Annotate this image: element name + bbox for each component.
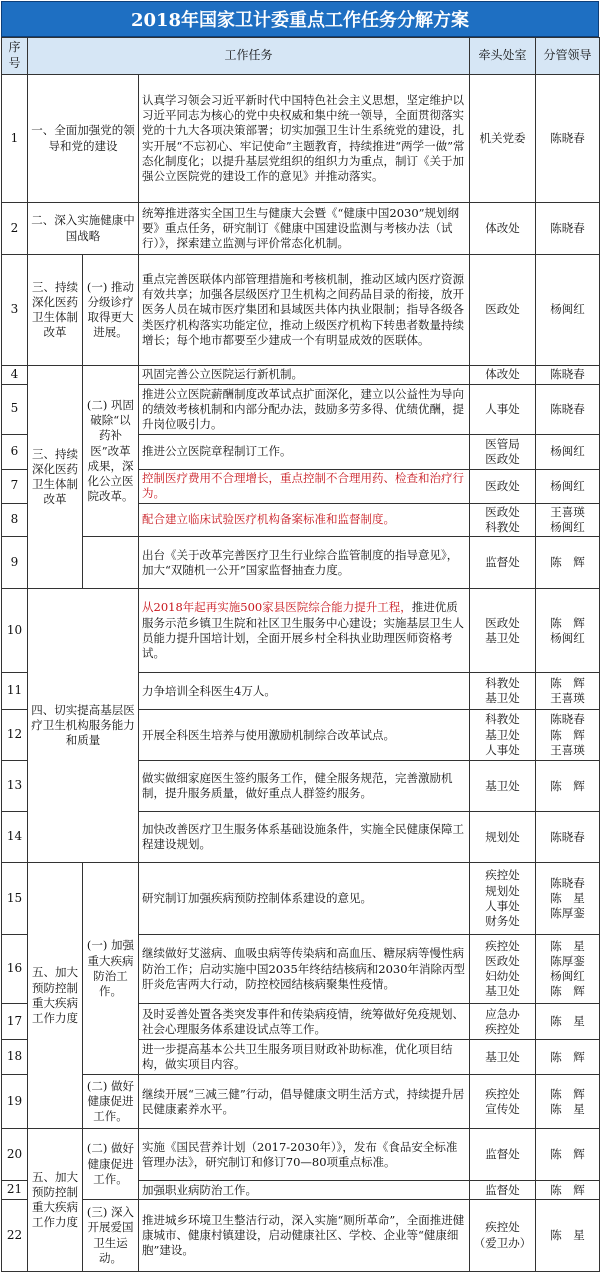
lead-cell: 陈晓春 <box>536 812 600 863</box>
lead-cell: 杨闽红 <box>536 434 600 469</box>
task-cell-highlighted: 配合建立临床试验医疗机构备案标准和监督制度。 <box>139 503 470 536</box>
row-num: 3 <box>2 255 28 366</box>
task-cell: 认真学习领会习近平新时代中国特色社会主义思想，坚定维护以习近平同志为核心的党中央权威和集中统一领导，全面贯彻落实党的十九大各项决策部署；切实加强卫生计生系统党的建设，扎实开展“不忘初心、牢记使命”主题教育，持续推进“两学一做”常态化制度化；以提升基层党组织的组织力为重点，制订《关于加强公立医院党的建设工作的意见》并推动落实。 <box>139 75 470 203</box>
dept-cell: 机关党委 <box>470 75 536 203</box>
dept-cell: 医政处 基卫处 <box>470 589 536 673</box>
row-num: 2 <box>2 203 28 255</box>
dept-cell: 科教处 基卫处 <box>470 673 536 710</box>
dept-cell: 体改处 <box>470 366 536 385</box>
task-cell-highlighted: 控制医疗费用不合理增长，重点控制不合理用药、检查和治疗行为。 <box>139 469 470 503</box>
header-task: 工作任务 <box>28 38 470 75</box>
lead-cell: 陈 辉 杨闽红 <box>536 589 600 673</box>
task-cell: 继续开展“三减三健”行动，倡导健康文明生活方式，持续提升居民健康素养水平。 <box>139 1075 470 1129</box>
lead-cell: 陈晓春 陈 辉 王喜瑛 <box>536 710 600 761</box>
row-num: 9 <box>2 537 28 589</box>
row-num: 13 <box>2 761 28 812</box>
task-cell: 巩固完善公立医院运行新机制。 <box>139 366 470 385</box>
table-row <box>2 203 600 255</box>
table-row <box>2 366 600 385</box>
dept-cell: 疾控处 规划处 人事处 财务处 <box>470 863 536 935</box>
lead-cell: 王喜瑛 杨闽红 <box>536 503 600 536</box>
table-row <box>2 537 600 589</box>
row-num: 8 <box>2 503 28 536</box>
lead-cell: 陈晓春 <box>536 366 600 385</box>
row-num: 6 <box>2 434 28 469</box>
dept-cell: 科教处 基卫处 人事处 <box>470 710 536 761</box>
dept-cell: 医政处 科教处 <box>470 503 536 536</box>
document-title: 2018年国家卫计委重点工作任务分解方案 <box>1 1 599 37</box>
lead-cell: 杨闽红 <box>536 469 600 503</box>
row-num: 1 <box>2 75 28 203</box>
dept-cell: 监督处 <box>470 1129 536 1181</box>
dept-cell: 基卫处 <box>470 1040 536 1075</box>
row-num: 7 <box>2 469 28 503</box>
subcategory-cell: (三) 深入开展爱国卫生运动。 <box>83 1200 139 1272</box>
dept-cell: 基卫处 <box>470 761 536 812</box>
row-num: 12 <box>2 710 28 761</box>
task-cell: 实施《国民营养计划（2017-2030年）》，发布《食品安全标准管理办法》，研究制订和修订70—80项重点标准。 <box>139 1129 470 1181</box>
lead-cell: 陈 辉 <box>536 761 600 812</box>
dept-cell: 应急办 疾控处 <box>470 1004 536 1040</box>
lead-cell: 陈 辉 王喜瑛 <box>536 673 600 710</box>
dept-cell: 体改处 <box>470 203 536 255</box>
dept-cell: 医政处 <box>470 469 536 503</box>
dept-cell: 疾控处 医政处 妇幼处 基卫处 <box>470 935 536 1004</box>
dept-cell: 医政处 <box>470 255 536 366</box>
row-num: 18 <box>2 1040 28 1075</box>
lead-cell: 陈 辉 <box>536 1181 600 1200</box>
table-row <box>2 75 600 203</box>
header-dept: 牵头处室 <box>470 38 536 75</box>
table-row <box>2 1200 600 1272</box>
subcategory-cell: (一) 推动分级诊疗取得更大进展。 <box>83 255 139 366</box>
table-row <box>2 255 600 366</box>
lead-cell: 陈 星 <box>536 1004 600 1040</box>
task-table <box>1 37 600 1272</box>
task-cell: 力争培训全科医生4万人。 <box>139 673 470 710</box>
subcategory-cell: (二) 做好健康促进工作。 <box>83 1075 139 1129</box>
task-cell: 推进城乡环境卫生整洁行动，深入实施“厕所革命”，全面推进健康城市、健康村镇建设，启动健康社区、学校、企业等“健康细胞”建设。 <box>139 1200 470 1272</box>
row-num: 14 <box>2 812 28 863</box>
task-cell: 加强职业病防治工作。 <box>139 1181 470 1200</box>
row-num: 10 <box>2 589 28 673</box>
row-num: 4 <box>2 366 28 385</box>
dept-cell: 监督处 <box>470 1181 536 1200</box>
task-cell <box>139 589 470 673</box>
task-cell: 加快改善医疗卫生服务体系基础设施条件，实施全民健康保障工程建设规划。 <box>139 812 470 863</box>
category-cell: 一、全面加强党的领导和党的建设 <box>28 75 139 203</box>
task-cell: 推进公立医院章程制订工作。 <box>139 434 470 469</box>
row-num: 21 <box>2 1181 28 1200</box>
lead-cell: 陈 星 陈厚銮 杨闽红 陈 辉 <box>536 935 600 1004</box>
dept-cell: 疾控处 （爱卫办） <box>470 1200 536 1272</box>
header-lead: 分管领导 <box>536 38 600 75</box>
lead-cell: 陈 辉 <box>536 1129 600 1181</box>
row-num: 5 <box>2 384 28 434</box>
table-row <box>2 589 600 673</box>
task-highlight: 从2018年起再实施500家县医院综合能力提升工程， <box>142 600 412 615</box>
subcategory-cell: (一) 加强重大疾病防治工作。 <box>83 863 139 1075</box>
lead-cell: 陈晓春 <box>536 203 600 255</box>
row-num: 17 <box>2 1004 28 1040</box>
category-cell: 三、持续深化医药卫生体制改革 <box>28 255 83 366</box>
subcategory-cell: (二) 巩固破除“以药补医”改革成果，深化公立医院改革。 <box>83 366 139 537</box>
lead-cell: 陈 星 <box>536 1200 600 1272</box>
dept-cell: 医管局 医政处 <box>470 434 536 469</box>
row-num: 22 <box>2 1200 28 1272</box>
lead-cell: 陈 辉 <box>536 1040 600 1075</box>
table-row <box>2 1075 600 1129</box>
dept-cell: 疾控处 宣传处 <box>470 1075 536 1129</box>
row-num: 11 <box>2 673 28 710</box>
row-num: 20 <box>2 1129 28 1181</box>
category-cell: 五、加大预防控制重大疾病工作力度 <box>28 863 83 1129</box>
task-cell: 统筹推进落实全国卫生与健康大会暨《“健康中国2030”规划纲要》重点任务，研究制订《健康中国建设监测与考核办法（试行）》，探索建立监测与评价常态化机制。 <box>139 203 470 255</box>
task-cell: 研究制订加强疾病预防控制体系建设的意见。 <box>139 863 470 935</box>
table-row <box>2 1129 600 1181</box>
lead-cell: 陈 辉 <box>536 537 600 589</box>
task-cell: 开展全科医生培养与使用激励机制综合改革试点。 <box>139 710 470 761</box>
task-cell: 重点完善医联体内部管理措施和考核机制，推动区域内医疗资源有效共享；加强各层级医疗卫生机构之间药品目录的衔接，放开医务人员在城市医疗集团和县域医共体内执业限制；指导各级各类医疗机构落实功能定位，推动上级医疗机构下转患者数量持续增长；每个地市都要至少建成一个有明显成效的医联体。 <box>139 255 470 366</box>
category-cell: 五、加大预防控制重大疾病工作力度 <box>28 1129 83 1272</box>
dept-cell: 人事处 <box>470 384 536 434</box>
row-num: 19 <box>2 1075 28 1129</box>
dept-cell: 规划处 <box>470 812 536 863</box>
row-num: 16 <box>2 935 28 1004</box>
task-cell: 继续做好艾滋病、血吸虫病等传染病和高血压、糖尿病等慢性病防治工作；启动实施中国2035年终结结核病和2030年消除丙型肝炎危害两大行动，防控校园结核病聚集性疫情。 <box>139 935 470 1004</box>
task-cell: 做实做细家庭医生签约服务工作，健全服务规范，完善激励机制，提升服务质量，做好重点人群签约服务。 <box>139 761 470 812</box>
lead-cell: 陈晓春 陈 星 陈厚銮 <box>536 863 600 935</box>
lead-cell: 陈晓春 <box>536 384 600 434</box>
task-text: 推进优质服务示范乡镇卫生院和社区卫生服务中心建设；实施基层卫生人员能力提升国培计划，全面开展乡村全科执业助理医师资格考试。 <box>142 600 464 660</box>
task-cell: 推进公立医院薪酬制度改革试点扩面深化，建立以公益性为导向的绩效考核机制和内部分配办法，鼓励多劳多得、优绩优酬，提升岗位吸引力。 <box>139 384 470 434</box>
subcategory-cell-empty <box>83 537 139 589</box>
lead-cell: 陈晓春 <box>536 75 600 203</box>
dept-cell: 监督处 <box>470 537 536 589</box>
table-header-row <box>2 38 600 75</box>
lead-cell: 陈 辉 陈 星 <box>536 1075 600 1129</box>
table-row <box>2 863 600 935</box>
row-num: 15 <box>2 863 28 935</box>
subcategory-cell: (二) 做好健康促进工作。 <box>83 1129 139 1200</box>
task-cell: 进一步提高基本公共卫生服务项目财政补助标准，优化项目结构，做实项目内容。 <box>139 1040 470 1075</box>
task-cell: 及时妥善处置各类突发事件和传染病疫情，统筹做好免疫规划、社会心理服务体系建设试点等工作。 <box>139 1004 470 1040</box>
task-cell: 出台《关于改革完善医疗卫生行业综合监管制度的指导意见》，加大“双随机一公开”国家监督抽查力度。 <box>139 537 470 589</box>
lead-cell: 杨闽红 <box>536 255 600 366</box>
header-num: 序号 <box>2 38 28 75</box>
category-cell: 三、持续深化医药卫生体制改革 <box>28 366 83 589</box>
category-cell: 二、深入实施健康中国战略 <box>28 203 139 255</box>
category-cell: 四、切实提高基层医疗卫生机构服务能力和质量 <box>28 589 139 863</box>
